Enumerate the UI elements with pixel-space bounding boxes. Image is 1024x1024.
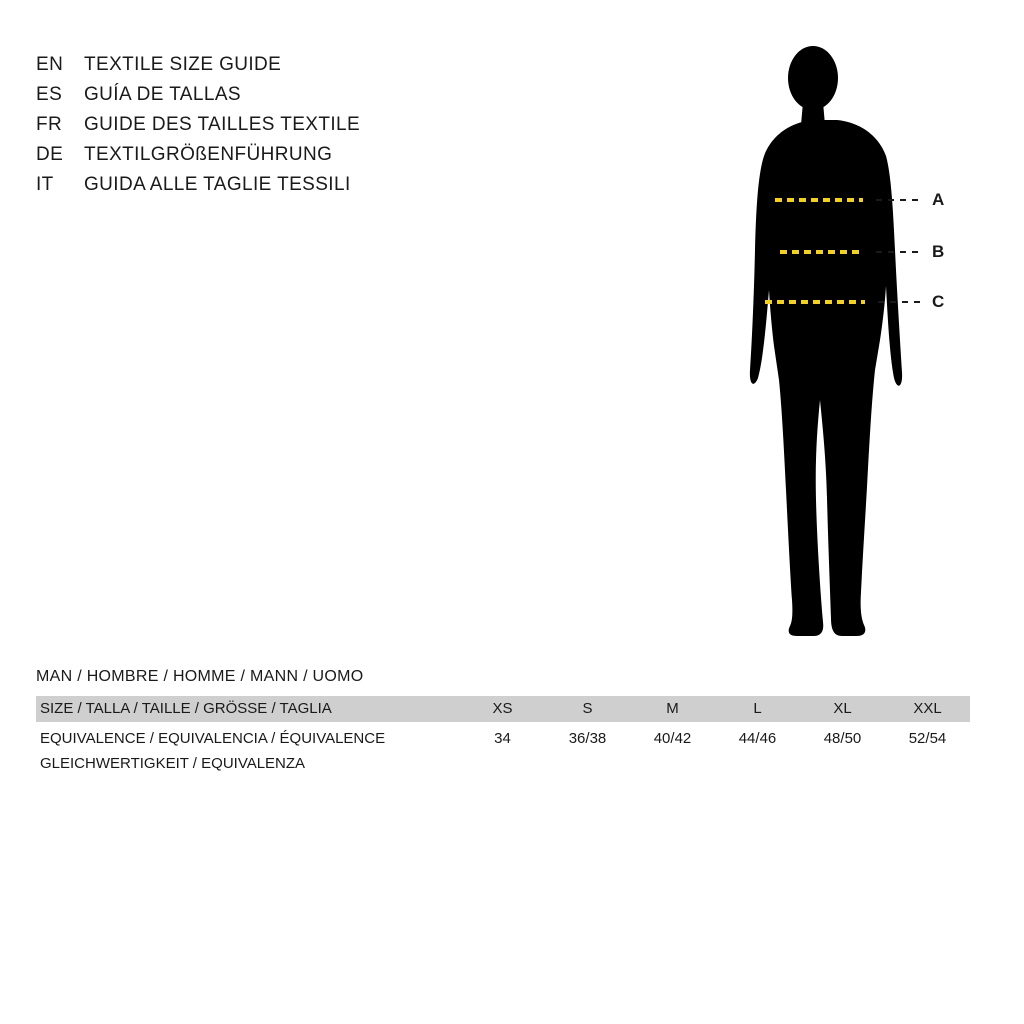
- table-caption: MAN / HOMBRE / HOMME / MANN / UOMO: [36, 668, 364, 685]
- empty-cell: [800, 752, 885, 776]
- table-row: [36, 722, 970, 752]
- language-code-fr: FR: [36, 114, 63, 135]
- language-row-fr: [36, 110, 596, 140]
- empty-cell: [460, 752, 545, 776]
- empty-cell: [885, 752, 970, 776]
- equivalence-value-m: 40/42: [653, 730, 692, 747]
- equivalence-value-xl: 48/50: [823, 730, 862, 747]
- header-size-s: S: [545, 696, 630, 722]
- language-code-en: EN: [36, 54, 64, 75]
- header-size-xl: XL: [800, 696, 885, 722]
- equivalence-label-line2: GLEICHWERTIGKEIT / EQUIVALENZA: [40, 755, 306, 772]
- table-header-row: [36, 696, 970, 722]
- language-text-fr: GUIDE DES TAILLES TEXTILE: [84, 114, 361, 135]
- equivalence-value-l: 44/46: [738, 730, 777, 747]
- language-code-it: IT: [36, 174, 54, 195]
- language-text-it: GUIDA ALLE TAGLIE TESSILI: [84, 174, 351, 195]
- measure-label-c: C: [932, 292, 945, 311]
- language-text-en: TEXTILE SIZE GUIDE: [84, 54, 282, 75]
- language-title-block: [36, 50, 596, 200]
- header-size-m: M: [630, 696, 715, 722]
- language-row-de: [36, 140, 596, 170]
- empty-cell: [715, 752, 800, 776]
- table-row: [36, 752, 970, 776]
- header-size-xxl: XXL: [885, 696, 970, 722]
- equivalence-value-xxl: 52/54: [908, 730, 947, 747]
- language-row-es: [36, 80, 596, 110]
- measure-label-b: B: [932, 242, 945, 261]
- header-label-cell: SIZE / TALLA / TAILLE / GRÖSSE / TAGLIA: [36, 696, 460, 722]
- empty-cell: [630, 752, 715, 776]
- language-text-es: GUÍA DE TALLAS: [84, 84, 241, 105]
- size-guide-figure: [700, 40, 1000, 640]
- equivalence-label-line1: EQUIVALENCE / EQUIVALENCIA / ÉQUIVALENCE: [40, 730, 386, 747]
- language-code-es: ES: [36, 84, 63, 105]
- measurement-lines: [700, 40, 1000, 640]
- language-row-it: [36, 170, 596, 200]
- language-code-de: DE: [36, 144, 64, 165]
- size-table: [36, 696, 970, 776]
- size-table-area: [36, 668, 986, 776]
- language-text-de: TEXTILGRÖßENFÜHRUNG: [84, 144, 333, 165]
- equivalence-value-xs: 34: [494, 730, 511, 747]
- header-size-l: L: [715, 696, 800, 722]
- language-row-en: [36, 50, 596, 80]
- empty-cell: [545, 752, 630, 776]
- equivalence-value-s: 36/38: [568, 730, 607, 747]
- header-size-xs: XS: [460, 696, 545, 722]
- measure-label-a: A: [932, 190, 945, 209]
